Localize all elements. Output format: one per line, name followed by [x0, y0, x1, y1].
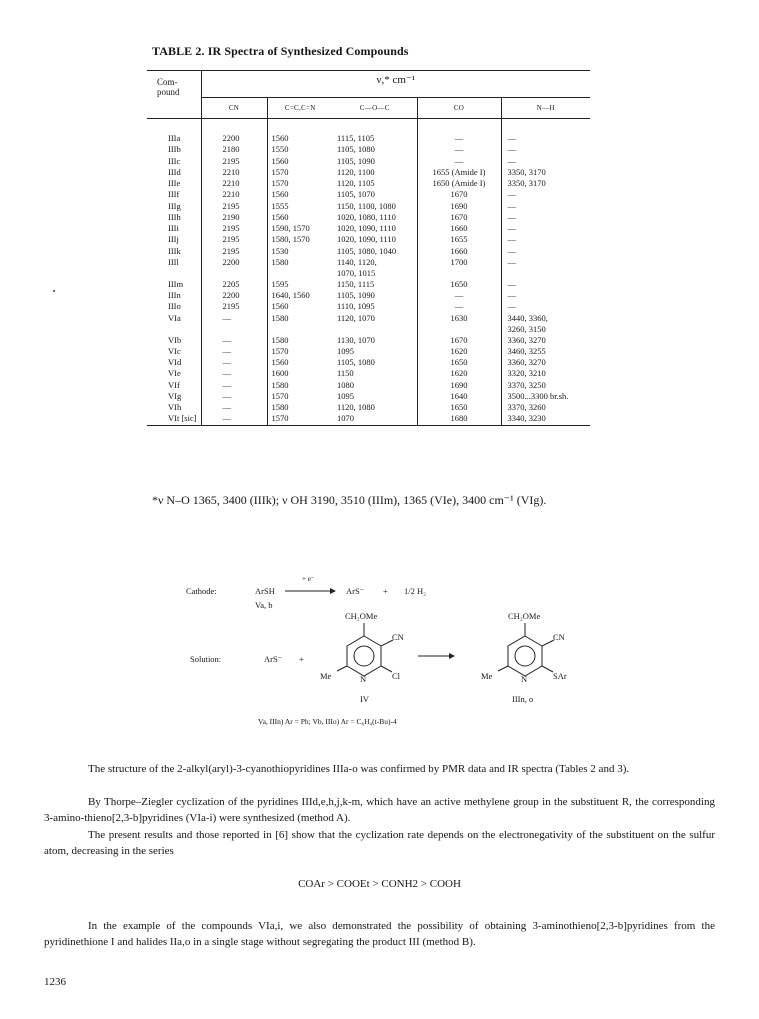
cn-cell: 2195 — [201, 156, 267, 167]
n-h-cell: — — [507, 211, 516, 222]
n-h-cell: 3360, 3270 — [507, 357, 546, 367]
cn-cell: — — [201, 335, 267, 346]
c-c-c-n-cell: 1580 — [271, 379, 289, 390]
c-c-c-n-cell: 1570 — [271, 345, 289, 356]
c-o-c-cell: 1120, 1070 — [333, 313, 417, 335]
co-cell: 1620 — [417, 346, 501, 357]
compound-cell: IIIm — [147, 279, 201, 290]
n-h-cell: — — [507, 189, 516, 200]
sar-label-product: SAr — [553, 671, 567, 681]
c-c-c-n-cell: 1570 — [271, 166, 289, 177]
table-row — [147, 201, 590, 212]
table-footnote: *ν N–O 1365, 3400 (IIIk); ν OH 3190, 3510 (IIIm), 1365 (VIe), 3400 cm⁻¹ (VIg). — [152, 493, 547, 507]
table-row — [147, 313, 590, 335]
c-c-c-n-cell: 1580 — [271, 256, 289, 267]
c-o-c-cell: 1150 — [333, 368, 417, 379]
solution-label: Solution: — [190, 654, 222, 664]
cn-cell: 2180 — [201, 144, 267, 155]
c-o-c-cell: 1105, 1070 — [333, 189, 417, 200]
table-row — [147, 368, 590, 379]
table-row — [147, 178, 590, 189]
c-c-c-n-cell: 1560 — [271, 133, 289, 143]
table-title: TABLE 2. IR Spectra of Synthesized Compounds — [152, 44, 409, 58]
compound-cell: VIe — [147, 368, 201, 379]
cn-cell: 2195 — [201, 234, 267, 245]
c-o-c-cell: 1105, 1080 — [333, 357, 417, 368]
compound-cell: VIf — [147, 380, 201, 391]
c-c-c-n-cell: 1570 — [267, 413, 333, 425]
c-c-c-n-cell: 1640, 1560 — [271, 290, 310, 300]
co-cell: — — [417, 156, 501, 167]
cn-cell: 2195 — [201, 201, 267, 212]
ir-spectra-table — [147, 70, 590, 426]
compound-cell: VIh — [147, 402, 201, 413]
plus-sign-solution: + — [299, 654, 304, 664]
c-c-c-n-cell: 1600 — [271, 368, 289, 379]
cn-cell: 2195 — [201, 301, 267, 312]
table-row — [147, 402, 590, 413]
ch2ome-label-product: CH₂OMe — [508, 611, 541, 621]
c-o-c-cell: 1070 — [333, 413, 417, 425]
cn-label-iv: CN — [392, 632, 404, 642]
cathode-label: Cathode: — [186, 586, 217, 596]
n-h-cell: 3350, 3170 — [507, 166, 546, 177]
compound-cell: IIIo — [147, 301, 201, 312]
co-cell: 1620 — [417, 368, 501, 379]
co-cell: — — [417, 133, 501, 144]
c-o-c-cell: 1105, 1090 — [333, 290, 417, 301]
compound-cell: IIId — [147, 167, 201, 178]
n-h-cell: 3370, 3250 — [507, 379, 546, 390]
compound-cell: IIIg — [147, 201, 201, 212]
compound-cell: IIIj — [147, 234, 201, 245]
n-h-cell: — — [507, 133, 516, 143]
co-cell: 1670 — [417, 212, 501, 223]
c-o-c-cell: 1150, 1115 — [333, 279, 417, 290]
co-cell: 1650 — [417, 402, 501, 413]
c-c-c-n-cell: 1560 — [271, 357, 289, 367]
compound-cell: IIIl — [147, 257, 201, 279]
pyridine-ring-iv — [337, 623, 393, 676]
co-cell: 1655 (Amide I) — [417, 167, 501, 178]
co-cell: — — [417, 290, 501, 301]
paragraph-thorpe-ziegler: By Thorpe–Ziegler cyclization of the pyridines IIId,e,h,j,k-m, which have an active methylene group in the substituent R, the corresponding 3-amino-thieno[2,3-b]pyridines (VIa-i) were synthesized (method A). — [44, 796, 715, 824]
co-cell: 1630 — [417, 313, 501, 335]
table-spacer-row — [147, 119, 590, 134]
compound-cell: VId — [147, 357, 201, 368]
cn-cell: 2195 — [201, 246, 267, 257]
compound-cell: IIIc — [147, 156, 201, 167]
cathode-arrowhead — [330, 588, 336, 594]
ring-nitrogen-product: N — [521, 674, 528, 684]
n-h-cell: — — [507, 234, 516, 245]
c-o-c-cell: 1115, 1105 — [333, 133, 417, 144]
c-o-c-cell: 1105, 1080 — [333, 144, 417, 155]
n-h-cell: — — [507, 223, 516, 233]
n-h-cell: 3350, 3170 — [507, 178, 546, 188]
cn-cell: — — [201, 380, 267, 391]
n-h-cell: — — [507, 256, 516, 267]
compound-cell: IIIi — [147, 223, 201, 234]
table-row — [147, 156, 590, 167]
table-row — [147, 189, 590, 200]
electron-label: + e⁻ — [302, 575, 315, 583]
cn-cell: — — [201, 346, 267, 357]
compound-cell: VIb — [147, 335, 201, 346]
c-c-c-n-cell: 1560 — [271, 189, 289, 200]
co-cell: 1660 — [417, 223, 501, 234]
c-o-c-cell: 1105, 1090 — [333, 156, 417, 167]
product-compound-label: IIIn, o — [512, 694, 534, 704]
compound-cell: IIIk — [147, 246, 201, 257]
cn-cell: 2210 — [201, 167, 267, 178]
co-cell: 1690 — [417, 201, 501, 212]
methyl-label-iv: Me — [320, 671, 332, 681]
table-row — [147, 391, 590, 402]
cn-cell: — — [201, 391, 267, 402]
c-c-c-n-cell: 1580 — [271, 312, 289, 323]
c-c-c-n-cell: 1580 — [271, 402, 289, 412]
cn-cell: — — [201, 357, 267, 368]
scheme-drawing — [0, 570, 759, 730]
c-o-c-cell: 1120, 1105 — [333, 178, 417, 189]
co-cell: 1640 — [417, 391, 501, 402]
methyl-label-product: Me — [481, 671, 493, 681]
c-c-c-n-cell: 1560 — [271, 301, 289, 312]
cn-cell: — — [201, 413, 267, 425]
table-row — [147, 290, 590, 301]
reaction-scheme — [0, 570, 759, 730]
n-h-cell: — — [507, 278, 516, 289]
n-h-cell: — — [507, 155, 516, 166]
paragraph-method-b: In the example of the compounds VIa,i, we also demonstrated the possibility of obtaining 3-aminothieno[2,3-b]pyridines from the pyridinethione I and halides IIa,o in a single stage without segregating the product III (method B). — [44, 920, 715, 948]
compound-column-header: Com- pound — [147, 71, 201, 119]
cn-cell: 2200 — [201, 290, 267, 301]
cn-cell: 2195 — [201, 223, 267, 234]
n-h-cell: — — [507, 301, 516, 312]
n-h-cell: — — [507, 245, 516, 256]
chloro-label-iv: Cl — [392, 671, 401, 681]
compound-cell: IIIf — [147, 189, 201, 200]
table-row — [147, 246, 590, 257]
n-h-cell: 3500...3300 br.sh. — [507, 390, 569, 401]
c-o-c-cell: 1140, 1120, 1070, 1015 — [333, 257, 417, 279]
table-row — [147, 167, 590, 178]
c-c-c-n-cell: 1555 — [271, 200, 289, 211]
c-o-c-cell: 1110, 1095 — [333, 301, 417, 312]
table-row — [147, 133, 590, 144]
ars-anion: ArS⁻ — [346, 586, 365, 596]
compound-cell: IIIh — [147, 212, 201, 223]
c-o-c-cell: 1105, 1080, 1040 — [333, 246, 417, 257]
c-c-c-n-cell: 1560 — [271, 155, 289, 166]
table-row — [147, 234, 590, 245]
c-o-c-cell: 1095 — [333, 346, 417, 357]
compound-iv-label: IV — [360, 694, 369, 704]
arsh-reactant: ArSH — [255, 586, 275, 596]
column-header: C=C,C=N — [267, 98, 333, 119]
c-o-c-cell: 1095 — [333, 391, 417, 402]
co-cell: 1690 — [417, 380, 501, 391]
cn-cell: 2210 — [201, 189, 267, 200]
column-header: CN — [201, 98, 267, 119]
table-row — [147, 301, 590, 312]
co-cell: 1650 — [417, 279, 501, 290]
n-h-cell: 3340, 3230 — [501, 413, 590, 425]
cn-cell: — — [201, 368, 267, 379]
compound-cell: VIa — [147, 313, 201, 335]
c-c-c-n-cell: 1595 — [271, 278, 289, 289]
n-h-cell: — — [507, 290, 516, 300]
c-c-c-n-cell: 1580, 1570 — [271, 234, 310, 245]
co-cell: — — [417, 144, 501, 155]
n-h-cell: 3460, 3255 — [507, 345, 546, 356]
cn-cell: 2205 — [201, 279, 267, 290]
table-row — [147, 144, 590, 155]
electronegativity-series: COAr > COOEt > CONH2 > COOH — [298, 878, 461, 890]
n-h-cell: — — [507, 144, 516, 155]
cn-label-product: CN — [553, 632, 565, 642]
c-c-c-n-cell: 1580 — [271, 334, 289, 345]
cn-cell: 2200 — [201, 257, 267, 279]
table-row — [147, 380, 590, 391]
page-number: 1236 — [44, 976, 66, 988]
c-c-c-n-cell: 1570 — [271, 178, 289, 188]
co-cell: 1670 — [417, 189, 501, 200]
table-row — [147, 257, 590, 279]
stray-mark — [53, 290, 55, 292]
table-row — [147, 335, 590, 346]
pyridine-ring-product — [498, 623, 554, 676]
c-o-c-cell: 1150, 1100, 1080 — [333, 201, 417, 212]
c-c-c-n-cell: 1570 — [271, 390, 289, 401]
scheme-legend: Va, IIIn) Ar = Ph; Vb, IIIo) Ar = C₆H₄(t-Bu)-4 — [258, 717, 397, 726]
compound-cell: IIIn — [147, 290, 201, 301]
c-o-c-cell: 1080 — [333, 380, 417, 391]
c-c-c-n-cell: 1590, 1570 — [271, 223, 310, 233]
compound-cell: IIIb — [147, 144, 201, 155]
c-o-c-cell: 1020, 1090, 1110 — [333, 223, 417, 234]
co-cell: 1670 — [417, 335, 501, 346]
co-cell: 1660 — [417, 246, 501, 257]
cn-cell: — — [201, 313, 267, 335]
paragraph-cyclization-rate: The present results and those reported in [6] show that the cyclization rate depends on the electronegativity of the substituent on the sulfur atom, decreasing in the series — [44, 829, 715, 857]
n-h-cell: 3440, 3360, 3260, 3150 — [507, 312, 548, 334]
table-row — [147, 279, 590, 290]
n-h-cell: 3320, 3210 — [507, 368, 546, 379]
ch2ome-label-iv: CH₂OMe — [345, 611, 378, 621]
n-h-cell: — — [507, 200, 516, 211]
c-o-c-cell: 1120, 1080 — [333, 402, 417, 413]
cn-cell: 2200 — [201, 133, 267, 144]
c-o-c-cell: 1020, 1090, 1110 — [333, 234, 417, 245]
compound-cell: VIg — [147, 391, 201, 402]
compound-cell: IIIe — [147, 178, 201, 189]
co-cell: 1680 — [417, 413, 501, 425]
hydrogen-product: 1/2 H₂ — [404, 586, 427, 596]
co-cell: 1650 — [417, 357, 501, 368]
table-row — [147, 346, 590, 357]
cn-cell: 2210 — [201, 178, 267, 189]
column-header: CO — [417, 98, 501, 119]
n-h-cell: 3360, 3270 — [507, 334, 546, 345]
frequency-header: ν,* cm⁻¹ — [201, 71, 590, 98]
reaction-arrowhead — [449, 653, 455, 659]
c-o-c-cell: 1120, 1100 — [333, 167, 417, 178]
cn-cell: — — [201, 402, 267, 413]
paragraph-structure-confirmation: The structure of the 2-alkyl(aryl)-3-cyanothiopyridines IIIa-o was confirmed by PMR data and IR spectra (Tables 2 and 3). — [88, 763, 630, 775]
co-cell: 1650 (Amide I) — [417, 178, 501, 189]
compound-cell: VIt [sic] — [147, 413, 201, 425]
c-c-c-n-cell: 1530 — [271, 245, 289, 256]
c-o-c-cell: 1130, 1070 — [333, 335, 417, 346]
compound-cell: VIc — [147, 346, 201, 357]
column-header: C—O—C — [333, 98, 417, 119]
compound-cell: IIIa — [147, 133, 201, 144]
ars-anion-solution: ArS⁻ — [264, 654, 283, 664]
reactant-va-b: Va, b — [255, 600, 273, 610]
column-header: N—H — [501, 98, 590, 119]
c-c-c-n-cell: 1550 — [271, 144, 289, 155]
c-c-c-n-cell: 1560 — [271, 211, 289, 222]
table-row — [147, 357, 590, 368]
cn-cell: 2190 — [201, 212, 267, 223]
c-o-c-cell: 1020, 1080, 1110 — [333, 212, 417, 223]
plus-sign: + — [383, 586, 388, 596]
ring-nitrogen-iv: N — [360, 674, 367, 684]
table-row — [147, 413, 590, 425]
n-h-cell: 3370, 3260 — [507, 402, 546, 412]
co-cell: 1655 — [417, 234, 501, 245]
table-row — [147, 212, 590, 223]
co-cell: — — [417, 301, 501, 312]
table-row — [147, 223, 590, 234]
co-cell: 1700 — [417, 257, 501, 279]
